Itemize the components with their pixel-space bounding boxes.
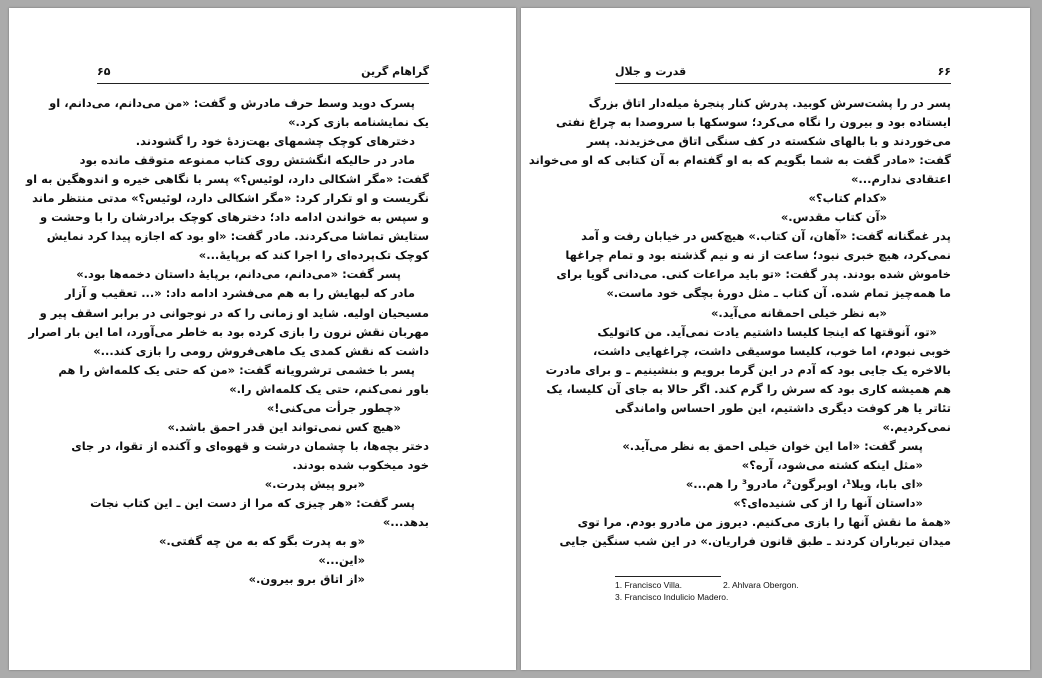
right-page	[521, 8, 1030, 670]
left-page	[9, 8, 516, 670]
text-line: «از اتاق برو بیرون.»	[248, 572, 365, 587]
text-line: نمی‌کردیم.»	[882, 419, 951, 434]
page-number: ۶۵	[97, 65, 111, 78]
text-line: هم همیشه کاری بود که سرش را گرم کند. اگر حالا به جای آن کلیسا، یک	[546, 381, 951, 396]
text-line: پسرک دوید وسط حرف مادرش و گفت: «من می‌دانم، می‌دانم، او	[49, 96, 415, 110]
page-header	[97, 65, 429, 83]
text-line: گفت: «مادر گفت به شما بگویم که به او گفته‌ام به آن کتابی که او می‌خواند	[528, 153, 951, 168]
text-line: دخترهای کوچک چشمهای بهت‌زدهٔ خود را گشودند.	[135, 134, 415, 149]
text-line: ما همه‌چیز تمام شده. آن کتاب ـ مثل دورهٔ بچگی خود ماست.»	[606, 286, 951, 301]
text-line: «چطور جرأت می‌کنی!»	[266, 400, 401, 415]
text-line: میدان تیرباران کردند ـ طبق قانون فراریان.» در این شب سنگین جایی	[559, 534, 951, 549]
text-line: خوبی نبودم، اما خوب، کلیسا موسیقی داشت، چراغهایی داشت،	[592, 343, 951, 358]
text-line: «داستان آنها را از کی شنیده‌ای؟»	[733, 495, 923, 510]
text-line: می‌خوردند و با بالهای شکسته در کف سنگی اتاق می‌خزیدند. پسر	[586, 134, 951, 149]
text-line: و سپس به خواندن ادامه داد؛ دخترهای کوچک برادرشان را با وحشت و	[39, 210, 429, 225]
header-rule	[615, 83, 951, 84]
text-line: یک نمایشنامه بازی کرد.»	[288, 115, 429, 130]
text-line: «همهٔ ما نقش آنها را بازی می‌کنیم. دیروز من مادرو بودم. مرا توی	[577, 515, 951, 530]
text-line: نمی‌کرد، هیچ خبری نبود؛ ساعت از نه و نیم گذشته بود و تمام چراغها	[565, 248, 951, 263]
footnote-2: 2. Ahlvara Obergon.	[723, 580, 799, 590]
text-line: «مثل اینکه کشته می‌شود، آره؟»	[741, 457, 923, 472]
text-line: گفت: «مگر اشکالی دارد، لوئیس؟» پسر با نگاهی خیره و اندوهگین به او	[26, 172, 429, 187]
text-line: «و به پدرت بگو که به من چه گفتی.»	[158, 534, 365, 549]
text-line: پسر گفت: «اما این خوان خیلی احمق به نظر می‌آید.»	[622, 438, 923, 453]
text-line: بالاخره یک جایی بود که آدم در این گرما برویم و بنشینیم ـ و برای مادرت	[545, 362, 951, 377]
page-number: ۶۶	[937, 65, 951, 78]
text-line: مادر در حالیکه انگشتش روی کتاب ممنوعه متوقف مانده بود	[79, 153, 415, 168]
text-line: پسر گفت: «می‌دانم، می‌دانم، برپایهٔ داستان دخمه‌ها بود.»	[76, 267, 401, 282]
text-line: «کدام کتاب؟»	[808, 191, 887, 206]
text-line: مادر که لبهایش را به هم می‌فشرد ادامه داد: «... تعقیب و آزار	[64, 286, 415, 301]
text-line: مهربان نقش نرون را بازی کرده بود به خاطر می‌آورد، اما این بار اصرار	[28, 324, 429, 339]
text-line: پدر غمگنانه گفت: «آهان، آن کتاب.» هیچ‌کس در خیابان رفت و آمد	[581, 229, 951, 244]
text-line: خود میخکوب شده بودند.	[292, 457, 429, 472]
page-text	[26, 94, 429, 589]
text-line: پسر با خشمی ترشرویانه گفت: «من که حتی یک کلمه‌اش را هم	[58, 362, 415, 377]
footnote-3: 3. Francisco Indulicio Madero.	[615, 592, 729, 602]
text-line: پسر در را پشت‌سرش کوبید. پدرش کنار پنجرهٔ میله‌دار اتاق بزرگ	[588, 96, 951, 110]
text-line: «برو پیش پدرت.»	[264, 476, 365, 491]
text-line: ستایش تماشا می‌کردند. مادر گفت: «او بود که اجازه پیدا کرد نمایش	[46, 229, 429, 244]
text-line: «ای بابا، ویلا¹، اوبرگون²، مادرو³ را هم...»	[685, 476, 923, 491]
text-line: دختر بچه‌ها، با چشمان درشت و قهوه‌ای و آکنده از تقوا، در جای	[71, 438, 429, 453]
text-line: باور نمی‌کنم، حتی یک کلمه‌اش را.»	[229, 381, 429, 396]
text-line: خاموش شده بودند. پدر گفت: «تو باید مراعات کنی. می‌دانی گویا برای	[556, 267, 951, 282]
text-line: مسیحیان اولیه. شاید او زمانی را که در نوجوانی در برابر اسقف پیر و	[39, 305, 429, 320]
text-line: اعتقادی ندارم...»	[850, 172, 951, 187]
running-head-author: گراهام گرین	[361, 65, 429, 78]
page-text	[528, 94, 951, 551]
text-line: «این...»	[318, 553, 365, 568]
text-line: نگریست و او تکرار کرد: «مگر اشکالی دارد، لوئیس؟» مدتی منتظر ماند	[32, 191, 429, 206]
text-line: پسر گفت: «هر چیزی که مرا از دست این ـ این کتاب نجات	[90, 495, 415, 510]
footnote-rule	[615, 576, 721, 577]
running-head-title: قدرت و جلال	[615, 65, 687, 78]
text-line: بدهد...»	[382, 515, 429, 530]
text-line: تئاتر یا هر کوفت دیگری داشتیم، این طور احساس واماندگی	[615, 400, 951, 415]
text-line: ایستاده بود و بیرون را نگاه می‌کرد؛ سوسکها با سروصدا به چراغ نفتی	[555, 115, 951, 130]
text-line: داشت که نقش کمدی یک ماهی‌فروش رومی را بازی کند...»	[93, 343, 429, 358]
text-line: «هیچ کس نمی‌تواند این قدر احمق باشد.»	[167, 419, 401, 434]
header-rule	[97, 83, 429, 84]
footnote-1: 1. Francisco Villa.	[615, 580, 682, 590]
text-line: «تو، آنوقتها که اینجا کلیسا داشتیم یادت نمی‌آید. من کاتولیک	[597, 324, 937, 339]
text-line: کوچک تک‌پرده‌ای را اجرا کند که برپایهٔ...»	[198, 248, 429, 263]
text-line: «به نظر خیلی احمقانه می‌آید.»	[710, 305, 887, 320]
page-header	[615, 65, 951, 83]
text-line: «آن کتاب مقدس.»	[780, 210, 887, 225]
